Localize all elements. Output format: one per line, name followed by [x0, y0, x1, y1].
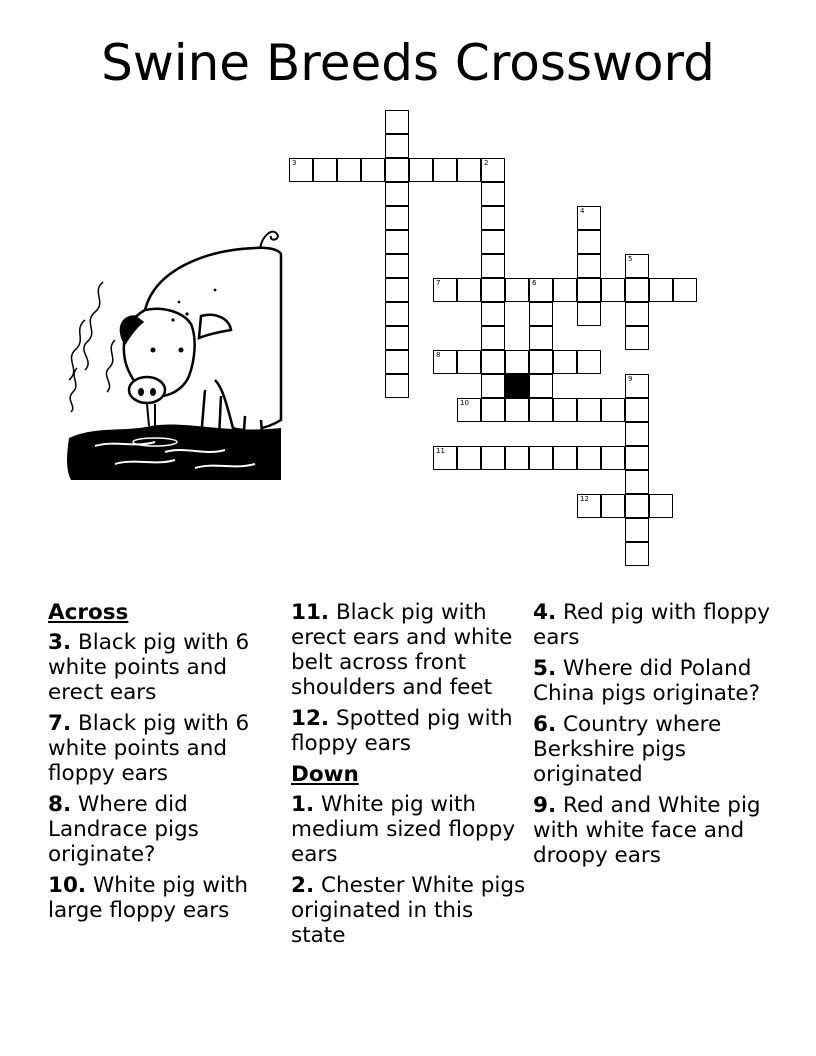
down-clue-1: 1. White pig with medium sized floppy ears — [291, 792, 516, 867]
grid-cell[interactable] — [289, 158, 313, 182]
grid-number: 5 — [628, 255, 633, 263]
grid-cell[interactable] — [577, 230, 601, 254]
grid-cell[interactable] — [529, 350, 553, 374]
across-clue-7: 7. Black pig with 6 white points and floppy ears — [48, 711, 250, 786]
grid-cell[interactable] — [433, 446, 457, 470]
grid-cell[interactable] — [577, 302, 601, 326]
grid-cell[interactable] — [577, 398, 601, 422]
grid-cell[interactable] — [529, 446, 553, 470]
grid-cell[interactable] — [481, 446, 505, 470]
grid-cell[interactable] — [625, 254, 649, 278]
grid-cell[interactable] — [481, 398, 505, 422]
clues-column-2 — [291, 600, 527, 954]
grid-number: 7 — [436, 279, 441, 287]
page-title: Swine Breeds Crossword — [101, 34, 715, 92]
grid-cell[interactable] — [481, 326, 505, 350]
grid-cell[interactable] — [529, 326, 553, 350]
grid-number: 3 — [292, 159, 297, 167]
grid-cell[interactable] — [385, 110, 409, 134]
grid-cell[interactable] — [625, 494, 649, 518]
grid-cell[interactable] — [553, 446, 577, 470]
across-clue-11: 11. Black pig with erect ears and white belt across front shoulders and feet — [291, 600, 513, 700]
grid-cell[interactable] — [625, 278, 649, 302]
grid-cell[interactable] — [361, 158, 385, 182]
pig-illustration — [55, 220, 283, 482]
grid-cell[interactable] — [529, 374, 553, 398]
grid-cell[interactable] — [481, 230, 505, 254]
grid-cell[interactable] — [433, 278, 457, 302]
grid-cell[interactable] — [625, 326, 649, 350]
clues-column-1 — [48, 600, 288, 929]
grid-cell[interactable] — [385, 134, 409, 158]
grid-cell[interactable] — [433, 350, 457, 374]
grid-cell[interactable] — [625, 518, 649, 542]
grid-cell[interactable] — [481, 302, 505, 326]
across-clue-10: 10. White pig with large floppy ears — [48, 873, 249, 923]
grid-cell[interactable] — [457, 398, 481, 422]
grid-cell[interactable] — [457, 446, 481, 470]
grid-cell[interactable] — [385, 230, 409, 254]
grid-number: 6 — [532, 279, 537, 287]
across-clue-12: 12. Spotted pig with floppy ears — [291, 706, 513, 756]
across-clue-3: 3. Black pig with 6 white points and erect ears — [48, 630, 250, 705]
grid-cell[interactable] — [577, 278, 601, 302]
grid-cell[interactable] — [481, 374, 505, 398]
across-clue-8: 8. Where did Landrace pigs originate? — [48, 792, 199, 867]
down-clue-2: 2. Chester White pigs originated in this state — [291, 873, 526, 948]
down-clue-9: 9. Red and White pig with white face and droopy ears — [533, 793, 761, 868]
grid-cell[interactable] — [553, 278, 577, 302]
grid-cell[interactable] — [385, 350, 409, 374]
grid-number: 12 — [580, 495, 589, 503]
grid-cell[interactable] — [601, 398, 625, 422]
grid-cell[interactable] — [625, 302, 649, 326]
grid-cell[interactable] — [577, 494, 601, 518]
grid-number: 10 — [460, 399, 469, 407]
grid-cell[interactable] — [529, 302, 553, 326]
grid-cell[interactable] — [625, 398, 649, 422]
grid-number: 8 — [436, 351, 441, 359]
grid-cell[interactable] — [481, 254, 505, 278]
grid-cell[interactable] — [457, 350, 481, 374]
grid-cell[interactable] — [649, 494, 673, 518]
grid-cell[interactable] — [553, 350, 577, 374]
grid-cell[interactable] — [385, 326, 409, 350]
grid-cell[interactable] — [433, 158, 457, 182]
grid-cell[interactable] — [385, 374, 409, 398]
down-clue-5: 5. Where did Poland China pigs originate? — [533, 656, 761, 706]
grid-cell[interactable] — [505, 446, 529, 470]
grid-cell[interactable] — [481, 350, 505, 374]
grid-cell[interactable] — [577, 350, 601, 374]
grid-cell[interactable] — [481, 182, 505, 206]
grid-number: 9 — [628, 375, 633, 383]
grid-cell[interactable] — [313, 158, 337, 182]
grid-number: 11 — [436, 447, 445, 455]
grid-cell[interactable] — [385, 182, 409, 206]
down-clue-4: 4. Red pig with floppy ears — [533, 600, 770, 650]
grid-cell[interactable] — [553, 398, 577, 422]
grid-cell[interactable] — [385, 158, 409, 182]
grid-cell[interactable] — [457, 278, 481, 302]
grid-cell[interactable] — [673, 278, 697, 302]
grid-cell[interactable] — [649, 278, 673, 302]
grid-cell[interactable] — [601, 494, 625, 518]
down-clue-6: 6. Country where Berkshire pigs originated — [533, 712, 722, 787]
grid-cell[interactable] — [601, 446, 625, 470]
grid-cell[interactable] — [457, 158, 481, 182]
grid-cell[interactable] — [625, 422, 649, 446]
grid-cell[interactable] — [385, 278, 409, 302]
clues-column-3 — [533, 600, 773, 874]
grid-cell[interactable] — [625, 446, 649, 470]
grid-cell[interactable] — [505, 278, 529, 302]
grid-cell[interactable] — [385, 254, 409, 278]
grid-number: 2 — [484, 159, 489, 167]
grid-cell[interactable] — [625, 374, 649, 398]
grid-cell[interactable] — [409, 158, 433, 182]
grid-block — [505, 374, 529, 398]
grid-cell[interactable] — [529, 278, 553, 302]
grid-cell[interactable] — [505, 350, 529, 374]
grid-cell[interactable] — [577, 206, 601, 230]
grid-cell[interactable] — [577, 446, 601, 470]
grid-cell[interactable] — [385, 302, 409, 326]
grid-cell[interactable] — [601, 278, 625, 302]
grid-cell[interactable] — [529, 398, 553, 422]
grid-cell[interactable] — [385, 206, 409, 230]
down-heading: Down — [291, 762, 359, 787]
across-heading: Across — [48, 600, 129, 625]
grid-cell[interactable] — [625, 542, 649, 566]
grid-cell[interactable] — [481, 278, 505, 302]
grid-cell[interactable] — [505, 398, 529, 422]
grid-cell[interactable] — [577, 254, 601, 278]
grid-number: 4 — [580, 207, 585, 215]
grid-cell[interactable] — [481, 158, 505, 182]
grid-cell[interactable] — [337, 158, 361, 182]
grid-cell[interactable] — [481, 206, 505, 230]
grid-cell[interactable] — [625, 470, 649, 494]
